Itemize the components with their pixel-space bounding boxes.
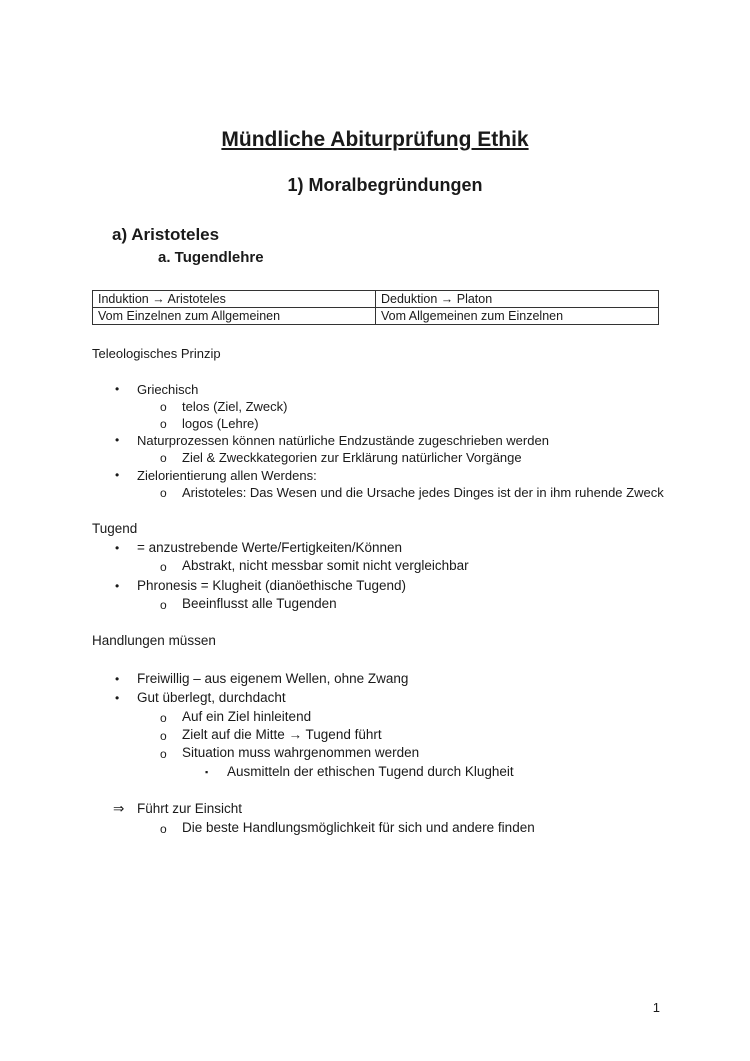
table-row bbox=[93, 308, 659, 325]
list-item: Zielt auf die Mitte → Tugend führt bbox=[182, 727, 382, 742]
table-row bbox=[93, 291, 659, 308]
list-item: Beeinflusst alle Tugenden bbox=[182, 596, 337, 611]
bullet-marker: • bbox=[115, 691, 120, 705]
circle-marker: o bbox=[160, 822, 167, 836]
list-item: Griechisch bbox=[137, 382, 199, 397]
section-heading-aristoteles: a) Aristoteles bbox=[112, 225, 220, 244]
paragraph-heading-handlungen: Handlungen müssen bbox=[92, 633, 216, 648]
comparison-table bbox=[92, 290, 659, 325]
paragraph-heading-teleologisches-prinzip: Teleologisches Prinzip bbox=[92, 346, 221, 361]
circle-marker: o bbox=[160, 747, 167, 761]
circle-marker: o bbox=[160, 486, 167, 500]
bullet-marker: • bbox=[115, 468, 120, 482]
bullet-marker: • bbox=[115, 433, 120, 447]
circle-marker: o bbox=[160, 598, 167, 612]
conclusion-text: Führt zur Einsicht bbox=[137, 801, 243, 816]
list-item: logos (Lehre) bbox=[182, 416, 259, 431]
list-item: Ausmitteln der ethischen Tugend durch Klugheit bbox=[227, 764, 514, 779]
circle-marker: o bbox=[160, 451, 167, 465]
list-item: Auf ein Ziel hinleitend bbox=[182, 709, 312, 724]
list-item: Abstrakt, nicht messbar somit nicht vergleichbar bbox=[182, 558, 469, 573]
bullet-marker: • bbox=[115, 672, 120, 686]
circle-marker: o bbox=[160, 729, 167, 743]
subsection-heading-tugendlehre: a. Tugendlehre bbox=[158, 249, 264, 266]
implication-arrow-icon: ⇒ bbox=[113, 801, 125, 816]
bullet-marker: • bbox=[115, 382, 120, 396]
paragraph-heading-tugend: Tugend bbox=[92, 521, 138, 536]
bullet-marker: • bbox=[115, 579, 120, 593]
section-heading-moralbegruendungen: 1) Moralbegründungen bbox=[287, 175, 483, 195]
list-item: = anzustrebende Werte/Fertigkeiten/Können bbox=[137, 540, 403, 555]
square-marker: ▪ bbox=[205, 767, 209, 777]
page-number: 1 bbox=[652, 1000, 660, 1015]
table-cell: Vom Einzelnen zum Allgemeinen bbox=[93, 308, 376, 325]
table-cell: Deduktion → Platon bbox=[376, 291, 659, 308]
circle-marker: o bbox=[160, 560, 167, 574]
list-item: Zielorientierung allen Werdens: bbox=[137, 468, 317, 483]
document-title: Mündliche Abiturprüfung Ethik bbox=[221, 128, 529, 151]
list-item: Aristoteles: Das Wesen und die Ursache jedes Dinges ist der in ihm ruhende Zweck bbox=[182, 485, 664, 500]
circle-marker: o bbox=[160, 400, 167, 414]
table-cell: Vom Allgemeinen zum Einzelnen bbox=[376, 308, 659, 325]
list-item: Die beste Handlungsmöglichkeit für sich und andere finden bbox=[182, 820, 535, 835]
circle-marker: o bbox=[160, 711, 167, 725]
list-item: Gut überlegt, durchdacht bbox=[137, 690, 286, 705]
list-item: Ziel & Zweckkategorien zur Erklärung natürlicher Vorgänge bbox=[182, 450, 522, 465]
table-cell: Induktion → Aristoteles bbox=[93, 291, 376, 308]
list-item: Phronesis = Klugheit (dianöethische Tugend) bbox=[137, 578, 407, 593]
list-item: telos (Ziel, Zweck) bbox=[182, 399, 288, 414]
circle-marker: o bbox=[160, 417, 167, 431]
list-item: Freiwillig – aus eigenem Wellen, ohne Zwang bbox=[137, 671, 409, 686]
bullet-marker: • bbox=[115, 541, 120, 555]
list-item: Situation muss wahrgenommen werden bbox=[182, 745, 420, 760]
list-item: Naturprozessen können natürliche Endzustände zugeschrieben werden bbox=[137, 433, 549, 448]
